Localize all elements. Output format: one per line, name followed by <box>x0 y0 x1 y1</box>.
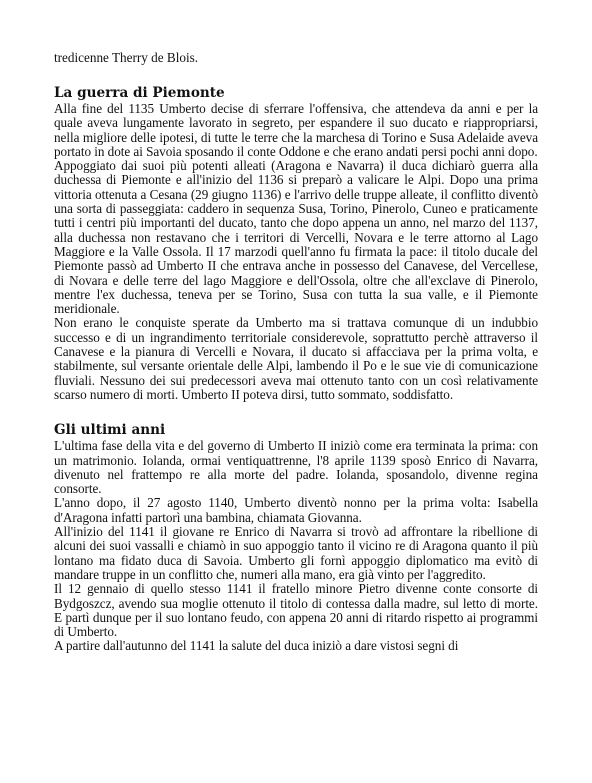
document-page <box>54 50 538 654</box>
paragraph: A partire dall'autunno del 1141 la salute del duca iniziò a dare vistosi segni di <box>54 638 459 654</box>
section-title: Gli ultimi anni <box>54 422 166 439</box>
section-title: La guerra di Piemonte <box>54 85 225 101</box>
paragraph: L'ultima fase della vita e del governo di Umberto II iniziò come era terminata la prima: con un matrimonio. Iolanda, ormai ventiquattrenne, l'8 aprile 1139 sposò Enrico di Navarra, divenuto nel frattempo re alla morte del padre. Iolanda, sposandolo, divenne regina consorte. <box>54 438 538 497</box>
section-piemonte <box>54 85 538 402</box>
paragraph: Alla fine del 1135 Umberto decise di sferrare l'offensiva, che attendeva da anni e per la quale aveva lungamente lavorato in segreto, per espandere il suo ducato e riappropriarsi, nella migliore delle ipotesi, di tutte le terre che la marchesa di Torino e Susa Adelaide aveva portato in dote ai Savoia sposando il conte Oddone e che erano andati persi pochi anni dopo. <box>54 101 538 159</box>
section-ultimi-anni <box>54 422 538 653</box>
paragraph: All'inizio del 1141 il giovane re Enrico di Navarra si trovò ad affrontare la ribellione di alcuni dei suoi vassalli e chiamò in suo appoggio tanto il vicino re di Aragona quanto il più lontano ma fidato duca di Savoia. Umberto gli fornì appoggio diplomatico ma evitò di mandare truppe in un conflitto che, numeri alla mano, era già vinto per l'aggredito. <box>54 524 538 582</box>
paragraph: Non erano le conquiste sperate da Umberto ma si trattava comunque di un indubbio successo e di un ingrandimento territoriale considerevole, soprattutto perchè attraverso il Canavese e la pianura di Vercelli e Novara, il ducato si affacciava per la prima volta, e stabilmente, sul versante orientale delle Alpi, lambendo il Po e le sue vie di comunicazione fluviali. Nessuno dei sui predecessori aveva mai ottenuto tanto con un così relativamente scarso numero di morti. Umberto II poteva dirsi, tutto sommato, soddisfatto. <box>54 315 538 402</box>
paragraph: L'anno dopo, il 27 agosto 1140, Umberto diventò nonno per la prima volta: Isabella d'Aragona infatti partorì una bambina, chiamata Giovanna. <box>54 495 538 525</box>
paragraph: Appoggiato dai suoi più potenti alleati (Aragona e Navarra) il duca dichiarò guerra alla duchessa di Piemonte e all'inizio del 1136 si preparò a valicare le Alpi. Dopo una prima vittoria ottenuta a Cesana (29 giugno 1136) e l'arrivo delle truppe alleate, il conflitto diventò una sorta di passeggiata: caddero in sequenza Susa, Torino, Pinerolo, Cuneo e praticamente tutti i centri più importanti del ducato, tanto che dopo appena un anno, nel marzo del 1137, alla duchessa non restavano che i territori di Vercelli, Novara e le terre attorno al Lago Maggiore e la Valle Ossola. Il 17 marzodi quell'anno fu firmata la pace: il titolo ducale del Piemonte passò ad Umberto II che entrava anche in possesso del Canavese, del Vercellese, di Novara e delle terre del lago Maggiore e dell'Ossola, oltre che all'exclave di Pinerolo, mentre l'ex duchessa, teneva per se Torino, Susa con tutta la sua valle, e il Piemonte meridionale. <box>54 158 538 317</box>
paragraph: Il 12 gennaio di quello stesso 1141 il fratello minore Pietro divenne conte consorte di Bydgoszcz, avendo sua moglie ottenuto il titolo di contessa dalla madre, sul letto di morte. E partì dunque per il suo lontano feudo, con appena 20 anni di ritardo rispetto ai programmi di Umberto. <box>54 581 538 640</box>
intro-line: tredicenne Therry de Blois. <box>54 50 199 65</box>
